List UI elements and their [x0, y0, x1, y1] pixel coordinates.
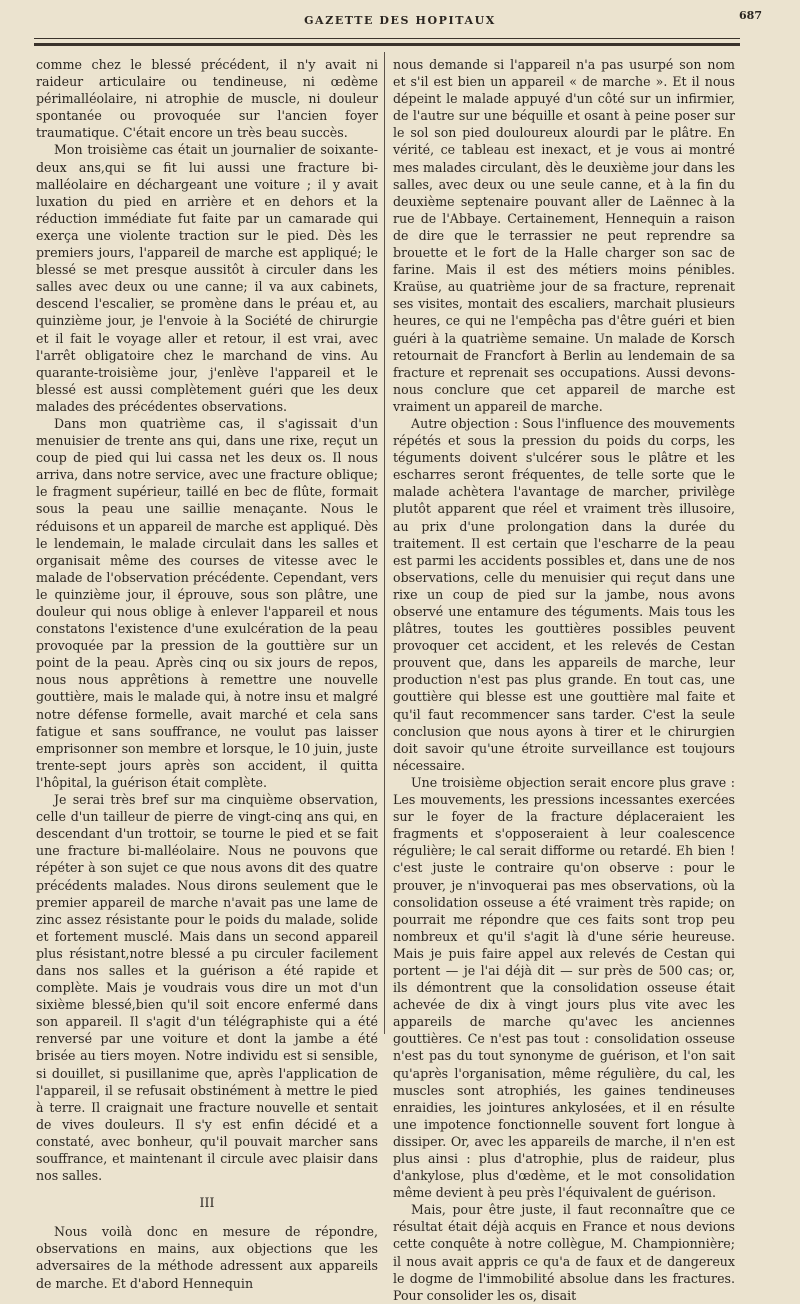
paragraph: nous demande si l'appareil n'a pas usurpé son nom et s'il est bien un appareil « de marche ». Et il nous dépeint le malade appuyé d'un côté sur un infirmier, de l'autre sur une béquille et osant à peine poser sur le sol son pied douloureux alourdi par le plâtre. En vérité, ce tableau est inexact, et je vous ai montré mes malades circulant, dès le deuxième jour dans les salles, avec deux ou une seule canne, et à la fin du deuxième septenaire pouvant aller de Laënnec à la rue de l'Abbaye. Certainement, Hennequin a raison de dire que le terrassier ne peut reprendre sa brouette et le fort de la Halle charger son sac de farine. Mais il est des métiers moins pénibles. Kraüse, au quatrième jour de sa fracture, reprenait ses visites, montait des escaliers, marchait plusieurs heures, ce qui ne l'empêcha pas d'être guéri et bien guéri à la quatrième semaine. Un malade de Korsch retournait de Francfort à Berlin au lendemain de sa fracture et reprenait ses occupations. Aussi devons-nous conclure que cet appareil de marche est vraiment un appareil de marche.: [393, 57, 735, 414]
section-number: III: [199, 1195, 215, 1211]
paragraph: Nous voilà donc en mesure de répondre, observations en mains, aux objections que les adversaires de la méthode adressent aux appareils de marche. Et d'abord Hennequin: [36, 1224, 378, 1291]
paragraph: Autre objection : Sous l'influence des mouvements répétés et sous la pression du poids du corps, les téguments doivent s'ulcérer sous le plâtre et les escharres seront fréquentes, de telle sorte que le malade achètera l'avantage de marcher, privilège plutôt apparent que réel et vraiment très illusoire, au prix d'une prolongation dans la durée du traitement. Il est certain que l'escharre de la peau est parmi les accidents possibles et, dans une de nos observations, celle du menuisier qui reçut dans une rixe un coup de pied sur la jambe, nous avons observé une entamure des téguments. Mais tous les plâtres, toutes les gouttières possibles peuvent provoquer cet accident, et les relevés de Cestan prouvent que, dans les appareils de marche, leur production n'est pas plus grande. En tout cas, une gouttière qui blesse est une gouttière mal faite et qu'il faut recommencer sans tarder. C'est la seule conclusion que nous ayons à tirer et le chirurgien doit savoir qu'une étroite surveillance est toujours nécessaire.: [393, 415, 735, 773]
page-number: 687: [739, 9, 762, 22]
paragraph: comme chez le blessé précédent, il n'y avait ni raideur articulaire ou tendineuse, ni œdème périmalléolaire, ni atrophie de muscle, ni douleur spontanée ou provoquée sur l'ancien foyer traumatique. C'était encore un très beau succès.: [36, 57, 378, 141]
column-divider: [384, 52, 385, 1034]
paragraph: Je serai très bref sur ma cinquième observation, celle d'un tailleur de pierre de vingt-cinq ans qui, en descendant d'un trottoir, se tourne le pied et se fait une fracture bi-malléolaire. Nous ne pouvons que répéter à son sujet ce que nous avons dit des quatre précédents malades. Nous dirons seulement que le premier appareil de marche n'avait pas une lame de zinc assez résistante pour le poids du malade, solide et fortement musclé. Mais dans un second appareil plus résistant,notre blessé a pu circuler facilement dans nos salles et la guérison a été rapide et complète. Mais je voudrais vous dire un mot d'un sixième blessé,bien qu'il soit encore enfermé dans son appareil. Il s'agit d'un télégraphiste qui a été renversé par une voiture et dont la jambe a été brisée au tiers moyen. Notre individu est si sensible, si douillet, si pusillanime que, après l'application de l'appareil, il se refusait obstinément à mettre le pied à terre. Il craignait une fracture nouvelle et sentait de vives douleurs. Il s'y est enfin décidé et a constaté, avec bonheur, qu'il pouvait marcher sans souffrance, et maintenant il circule avec plaisir dans nos salles.: [36, 792, 378, 1184]
paragraph: Une troisième objection serait encore plus grave : Les mouvements, les pressions incessantes exercées sur le foyer de la fracture déplaceraient les fragments et s'opposeraient à leur coalescence régulière; le cal serait difforme ou retardé. Eh bien ! c'est juste le contraire qu'on observe : pour le prouver, je n'invoquerai pas mes observations, où la consolidation osseuse a été vraiment très rapide; on pourrait me répondre que ces faits sont trop peu nombreux et qu'il s'agit là d'une série heureuse. Mais je puis faire appel aux relevés de Cestan qui portent — je l'ai déjà dit — sur près de 500 cas; or, ils démontrent que la consolidation osseuse était achevée de dix à vingt jours plus vite avec les appareils de marche qu'avec les anciennes gouttières. Ce n'est pas tout : consolidation osseuse n'est pas du tout synonyme de guérison, et l'on sait qu'après l'organisation, même régulière, du cal, les muscles sont atrophiés, les gaines tendineuses enraidies, les jointures ankylosées, et il en résulte une impotence fonctionnelle souvent fort longue à dissiper. Or, avec les appareils de marche, il n'en est plus ainsi : plus d'atrophie, plus de raideur, plus d'ankylose, plus d'œdème, et le mot consolidation même devient à peu près l'équivalent de guérison.: [393, 774, 735, 1201]
paragraph: Dans mon quatrième cas, il s'agissait d'un menuisier de trente ans qui, dans une rixe, reçut un coup de pied qui lui cassa net les deux os. Il nous arriva, dans notre service, avec une fracture oblique; le fragment supérieur, taillé en bec de flûte, formait sous la peau une saillie menaçante. Nous le réduisons et un appareil de marche est appliqué. Dès le lendemain, le malade circulait dans les salles et organisait même des courses de vitesse avec le malade de l'observation précédente. Cependant, vers le quinzième jour, il éprouve, sous son plâtre, une douleur qui nous oblige à enlever l'appareil et nous constatons l'existence d'une exulcération de la peau provoquée par la pression de la gouttière sur un point de la peau. Après cinq ou six jours de repos, nous nous apprêtions à remettre une nouvelle gouttière, mais le malade qui, à notre insu et malgré notre défense formelle, avait marché et cela sans fatigue et sans souffrance, ne voulut pas laisser emprisonner son membre et lorsque, le 10 juin, juste trente-sept jours après son accident, il quitta l'hôpital, la guérison était complète.: [36, 415, 378, 790]
paragraph: Mon troisième cas était un journalier de soixante-deux ans,qui se fit lui aussi une fracture bi-malléolaire en déchargeant une voiture ; il y avait luxation du pied en arrière et en dehors et la réduction immédiate fut faite par un camarade qui exerça une violente traction sur le pied. Dès les premiers jours, l'appareil de marche est appliqué; le blessé se met presque aussitôt à circuler dans les salles avec deux ou une canne; il va aux cabinets, descend l'escalier, se promène dans le préau et, au quinzième jour, je l'envoie à la Société de chirurgie et il fait le voyage aller et retour, il est vrai, avec l'arrêt obligatoire chez le marchand de vins. Au quarante-troisième jour, j'enlève l'appareil et le blessé est aussi complètement guéri que les deux malades des précédentes observations.: [36, 142, 378, 414]
header-rule-thick: [34, 43, 740, 46]
right-column: [393, 56, 735, 1304]
paragraph: Mais, pour être juste, il faut reconnaître que ce résultat était déjà acquis en France et nous devions cette conquête à notre collègue, M. Championnière; il nous avait appris ce qu'a de faux et de dangereux le dogme de l'immobilité absolue dans les fractures. Pour consolider les os, disait: [393, 1202, 735, 1303]
page-header-title: GAZETTE DES HOPITAUX: [304, 14, 496, 27]
left-column: [36, 56, 378, 1292]
header-rule-thin: [34, 38, 740, 39]
